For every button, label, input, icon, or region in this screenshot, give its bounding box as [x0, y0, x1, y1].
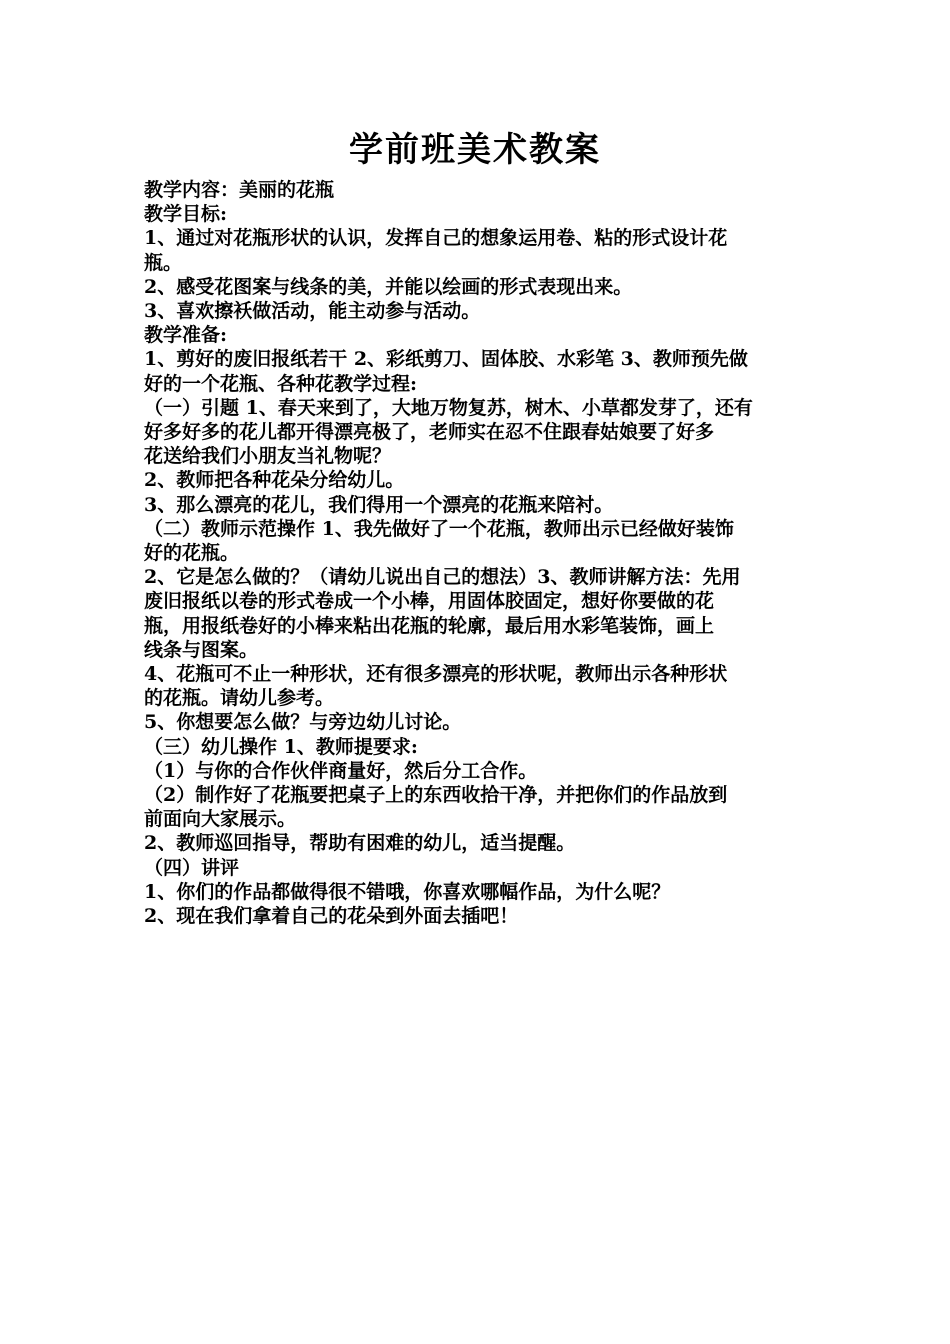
text-line: 4、花瓶可不止一种形状，还有很多漂亮的形状呢，教师出示各种形状: [144, 663, 728, 686]
text-line: 1、你们的作品都做得很不错哦，你喜欢哪幅作品，为什么呢？: [144, 880, 671, 903]
text-line: （1）与你的合作伙伴商量好，然后分工合作。: [144, 759, 538, 782]
text-line: 2、教师巡回指导，帮助有困难的幼儿，适当提醒。: [144, 832, 576, 855]
text-line: 好的花瓶。: [144, 542, 240, 565]
text-line: 教学目标:: [144, 203, 228, 226]
text-line: 废旧报纸以卷的形式卷成一个小棒，用固体胶固定，想好你要做的花: [144, 590, 715, 613]
text-line: （三）幼儿操作 1、教师提要求:: [144, 735, 418, 758]
text-line: 5、你想要怎么做？与旁边幼儿讨论。: [144, 711, 462, 734]
text-line: 好多好多的花儿都开得漂亮极了，老师实在忍不住跟春姑娘要了好多: [144, 421, 715, 444]
text-line: 2、现在我们拿着自己的花朵到外面去插吧！: [144, 905, 519, 928]
text-line: 3、那么漂亮的花儿，我们得用一个漂亮的花瓶来陪衬。: [144, 493, 614, 516]
text-line: （一）引题 1、春天来到了，大地万物复苏，树木、小草都发芽了，还有: [144, 396, 753, 419]
text-line: 2、教师把各种花朵分给幼儿。: [144, 469, 405, 492]
text-line: 2、感受花图案与线条的美，并能以绘画的形式表现出来。: [144, 275, 633, 298]
document-body: [144, 178, 814, 928]
text-line: 瓶。: [144, 251, 183, 274]
document-title: 学前班美术教案: [349, 130, 601, 170]
text-line: （四）讲评: [144, 856, 240, 879]
text-line: 1、剪好的废旧报纸若干 2、彩纸剪刀、固体胶、水彩笔 3、教师预先做: [144, 348, 748, 371]
text-line: 2、它是怎么做的？（请幼儿说出自己的想法）3、教师讲解方法：先用: [144, 566, 741, 589]
text-line: 教学内容：美丽的花瓶: [144, 179, 335, 201]
text-line: 线条与图案。: [144, 638, 259, 661]
text-line: 教学准备:: [144, 324, 228, 347]
text-line: （2）制作好了花瓶要把桌子上的东西收拾干净，并把你们的作品放到: [144, 784, 728, 807]
text-line: 1、通过对花瓶形状的认识，发挥自己的想象运用卷、粘的形式设计花: [144, 227, 728, 250]
text-line: 3、喜欢擦袄做活动，能主动参与活动。: [144, 300, 481, 323]
text-line: 前面向大家展示。: [144, 808, 297, 831]
text-line: 好的一个花瓶、各种花教学过程:: [144, 372, 418, 395]
text-line: 的花瓶。请幼儿参考。: [144, 687, 335, 710]
text-line: 花送给我们小朋友当礼物呢？: [144, 445, 392, 468]
text-line: （二）教师示范操作 1、我先做好了一个花瓶，教师出示已经做好装饰: [144, 517, 734, 540]
text-line: 瓶，用报纸卷好的小棒来粘出花瓶的轮廓，最后用水彩笔装饰，画上: [144, 614, 715, 637]
